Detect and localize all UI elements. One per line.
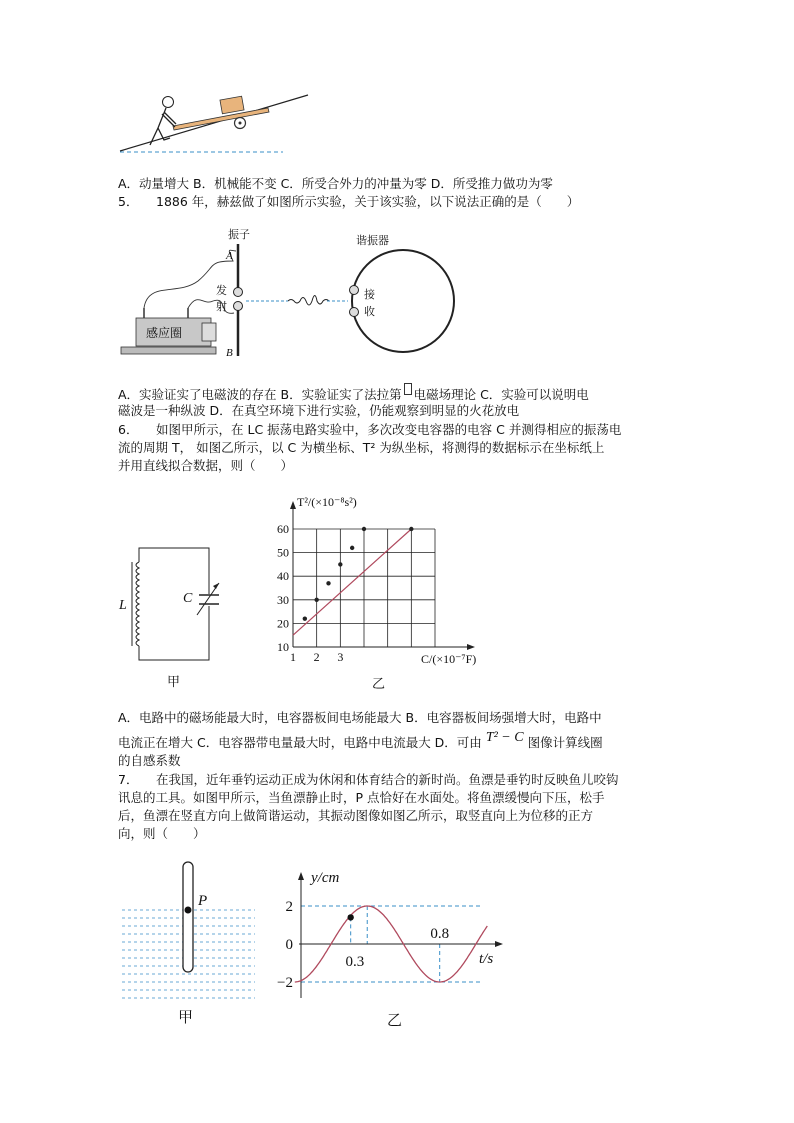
- y-axis-arrow: [290, 501, 296, 509]
- wave-tick-label: 2: [285, 899, 293, 915]
- circuit-caption: 甲: [167, 674, 181, 689]
- graph-grid: [293, 529, 435, 647]
- q5-hertz-figure: [118, 226, 463, 362]
- graph-caption: 乙: [372, 676, 386, 691]
- graph-tick-labels: [277, 522, 343, 664]
- data-point: [350, 546, 354, 550]
- t2-c-formula: T² − C: [485, 730, 524, 745]
- point-a-label: A: [226, 250, 233, 262]
- q4-options: A．动量增大 B．机械能不变 C．所受合外力的冲量为零 D．所受推力做功为零: [118, 176, 553, 191]
- y-tick-label: 10: [277, 640, 289, 654]
- graph-fit-line: [293, 529, 411, 635]
- q7-wave-graph: [275, 862, 505, 1032]
- y-tick-label: 60: [277, 522, 289, 536]
- wave-tick-label: −2: [277, 975, 293, 991]
- q5-stem: 1886 年，赫兹做了如图所示实验，关于该实验，以下说法正确的是（ ）: [156, 194, 580, 209]
- data-point: [326, 581, 330, 585]
- fashe-label-1: 发: [216, 285, 227, 297]
- q7-number: 7．: [118, 772, 139, 787]
- y-tick-label: 40: [277, 569, 289, 584]
- wave-caption: 乙: [387, 1013, 403, 1029]
- data-point: [338, 562, 342, 566]
- float-caption: 甲: [178, 1010, 194, 1026]
- fit-line: [293, 529, 411, 635]
- x-tick-label: 2: [313, 650, 320, 664]
- x-axis-arrow: [467, 644, 475, 650]
- wave-tick-label: 0: [285, 937, 293, 953]
- q6-options-line2: [118, 730, 603, 754]
- induction-coil-label: 感应圈: [146, 326, 183, 340]
- data-point: [409, 527, 413, 531]
- q7-stem-line1: 在我国，近年垂钓运动正成为休闲和体育结合的新时尚。鱼漂是垂钓时反映鱼儿咬钩: [156, 772, 619, 787]
- zhenzi-label: 振子: [228, 229, 250, 241]
- q6-stem-line3: 并用直线拟合数据，则（ ）: [118, 458, 294, 473]
- q5-options-line2: 磁波是一种纵波 D．在真空环境下进行实验，仍能观察到明显的火花放电: [118, 403, 520, 418]
- graph-axes: [290, 501, 475, 650]
- data-point: [314, 598, 318, 602]
- wave-tick-labels: [277, 899, 449, 991]
- wave-x-label: t/s: [479, 951, 494, 967]
- q6-stem-line2: 流的周期 T， 如图乙所示，以 C 为横坐标、T² 为纵坐标，将测得的数据标示在坐标纸上: [118, 440, 605, 455]
- y-tick-label: 50: [277, 545, 289, 560]
- q7-stem-line4: 向，则（ ）: [118, 826, 206, 841]
- q5-number: 5．: [118, 194, 139, 209]
- t-axis-arrow: [495, 941, 503, 947]
- x-tick-label: 1: [290, 650, 296, 664]
- q7-stem-line2: 讯息的工具。如图甲所示，当鱼漂静止时，P 点恰好在水面处。将鱼漂缓慢向下压，松手: [118, 790, 605, 805]
- data-point: [362, 527, 366, 531]
- q6-options-line1: A．电路中的磁场能最大时，电容器板间电场能最大 B．电容器板间场强增大时，电路中: [118, 710, 602, 725]
- data-point: [303, 616, 307, 620]
- resonator-label: 谐振器: [356, 235, 389, 247]
- q5-options-line1-tail: 电磁场理论 C．实验可以说明电: [413, 387, 589, 402]
- graph-y-label: T²/(×10⁻⁸s²): [297, 495, 357, 509]
- missing-glyph-box: [404, 383, 412, 395]
- q7-stem-line3: 后，鱼漂在竖直方向上做简谐运动，其振动图像如图乙所示，取竖直向上为位移的正方: [118, 808, 594, 823]
- y-tick-label: 30: [277, 592, 289, 607]
- wave-axes: [298, 872, 503, 998]
- graph-x-label: C/(×10⁻⁷F): [421, 652, 477, 666]
- graph-points: [303, 527, 414, 621]
- q4-slope-figure: [118, 90, 318, 160]
- point-b-label: B: [226, 347, 233, 359]
- q6-options-line2-head: 电流正在增大 C．电容器带电量最大时，电路中电流最大 D．可由: [118, 735, 482, 750]
- wave-tick-label: 0.3: [345, 954, 365, 970]
- y-tick-label: 20: [277, 616, 289, 631]
- q7-float-figure: [120, 858, 270, 1030]
- q6-graph: [265, 490, 505, 695]
- capacitor-label: C: [183, 591, 193, 606]
- point-p-label: P: [198, 893, 208, 909]
- wave-marked-point: [347, 914, 353, 920]
- jieshou-label-2: 收: [364, 306, 375, 318]
- q5-options-line1-head: A．实验证实了电磁波的存在 B．实验证实了法拉第: [118, 387, 402, 402]
- wave-y-label: y/cm: [311, 870, 340, 886]
- fashe-label-2: 射: [216, 301, 227, 313]
- jieshou-label-1: 接: [364, 289, 375, 301]
- q6-options-line2-tail: 图像计算线圈: [527, 735, 603, 750]
- q6-lc-circuit: [115, 540, 230, 690]
- q6-options-line3: 的自感系数: [118, 753, 181, 768]
- wave-tick-label: 0.8: [430, 926, 450, 942]
- x-tick-label: 3: [337, 650, 344, 664]
- inductor-label: L: [119, 598, 127, 613]
- y-axis-arrow: [298, 872, 304, 880]
- q6-number: 6．: [118, 422, 139, 437]
- q6-stem-line1: 如图甲所示，在 LC 振荡电路实验中，多次改变电容器的电容 C 并测得相应的振荡电: [156, 422, 622, 437]
